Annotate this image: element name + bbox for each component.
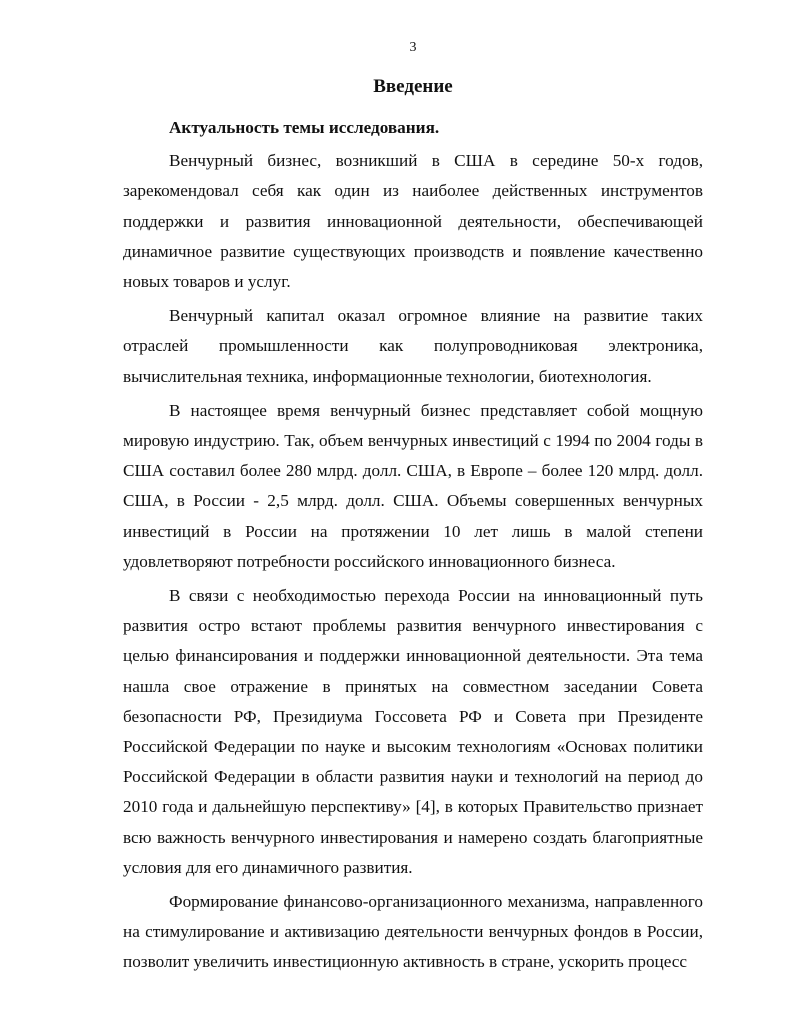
paragraph: Венчурный бизнес, возникший в США в середине 50-х годов, зарекомендовал себя как один из наиболее действенных инструментов поддержки и развития инновационной деятельности, обеспечивающей динамичное развитие существующих производств и появление качественно новых товаров и услуг. [123, 151, 703, 292]
paragraph: В настоящее время венчурный бизнес представляет собой мощную мировую индустрию. Так, объем венчурных инвестиций с 1994 по 2004 годы в США составил более 280 млрд. долл. США, в Европе – более 120 млрд. долл. США, в России - 2,5 млрд. долл. США. Объемы совершенных венчурных инвестиций в России на протяжении 10 лет лишь в малой степени удовлетворяют потребности российского инновационного бизнеса. [123, 400, 703, 571]
paragraph: Формирование финансово-организационного механизма, направленного на стимулирование и активизацию деятельности венчурных фондов в России, позволит увеличить инвестиционную активность в стране, ускорить процесс [123, 892, 703, 972]
paragraph: Венчурный капитал оказал огромное влияние на развитие таких отраслей промышленности как полупроводниковая электроника, вычислительная техника, информационные технологии, биотехнология. [123, 306, 703, 386]
paragraph: В связи с необходимостью перехода России на инновационный путь развития остро встают проблемы развития венчурного инвестирования с целью финансирования и поддержки инновационной деятельности. Эта тема нашла свое отражение в принятых на совместном заседании Совета безопасности РФ, Президиума Госсовета РФ и Совета при Президенте Российской Федерации по науке и высоким технологиям «Основах политики Российской Федерации в области развития науки и технологий на период до 2010 года и дальнейшую перспективу» [4], в которых Правительство признает всю важность венчурного инвестирования и намерено создать благоприятные условия для его динамичного развития. [123, 586, 703, 877]
body-text [123, 113, 703, 982]
page-title: Введение [373, 76, 453, 97]
section-label: Актуальность темы исследования. [169, 118, 440, 137]
page-number: 3 [409, 40, 417, 55]
